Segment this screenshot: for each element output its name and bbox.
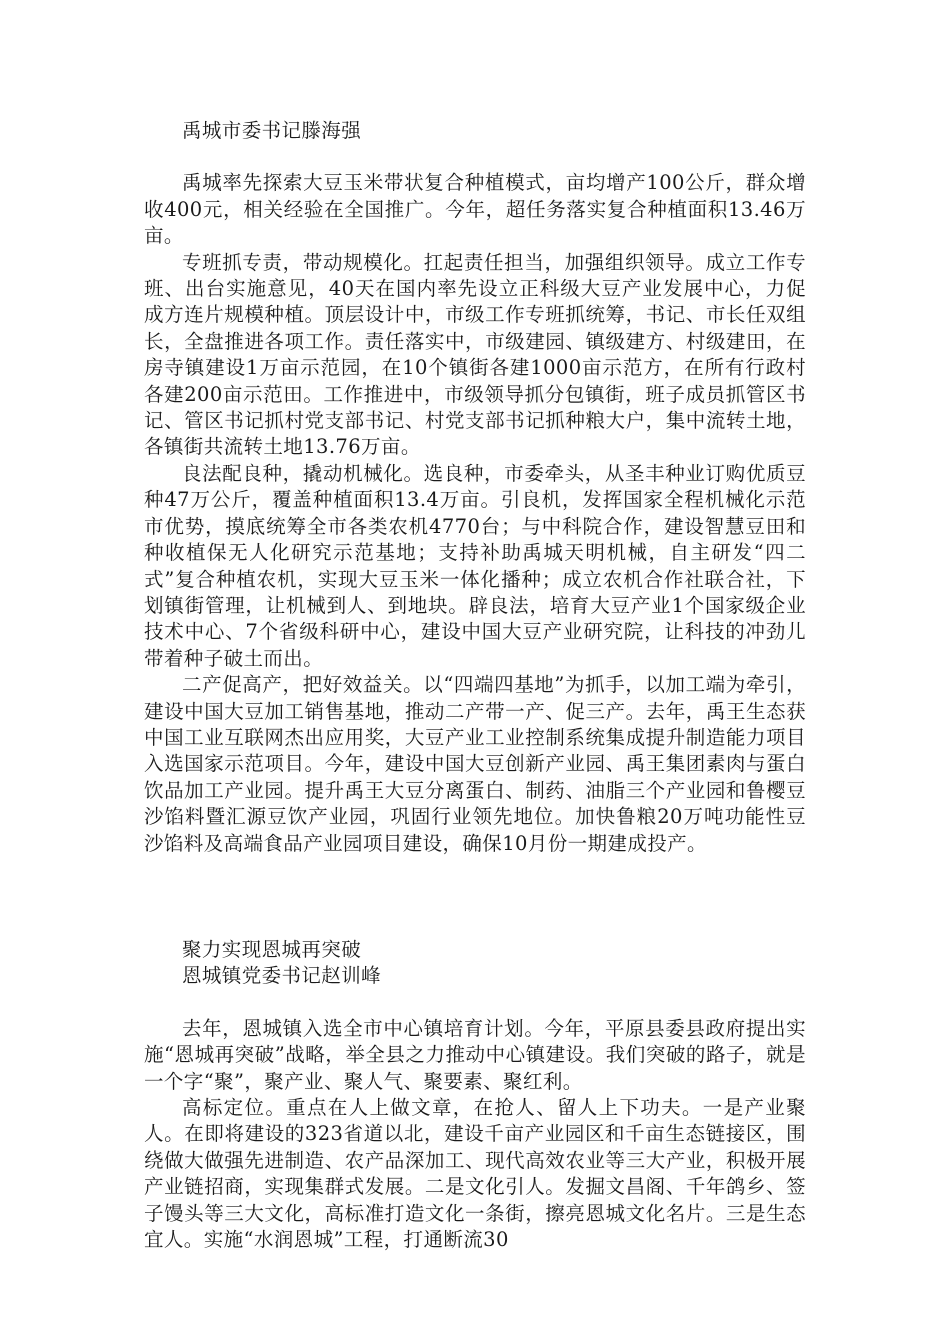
section-spacer — [144, 857, 806, 937]
paragraph-secondary-industry: 二产促高产，把好效益关。以“四端四基地”为抓手，以加工端为牵引，建设中国大豆加工销售基地，推动二产带一产、促三产。去年，禹王生态获中国工业互联网杰出应用奖，大豆产业工业控制系统集成提升制造能力项目入选国家示范项目。今年，建设中国大豆创新产业园、禹王集团素肉与蛋白饮品加工产业园。提升禹王大豆分离蛋白、制药、油脂三个产业园和鲁樱豆沙馅料暨汇源豆饮产业园，巩固行业领先地位。加快鲁粮20万吨功能性豆沙馅料及高端食品产业园项目建设，确保10月份一期建成投产。 — [144, 673, 806, 855]
byline-yucheng: 禹城市委书记滕海强 — [182, 119, 362, 142]
paragraph-intro: 禹城率先探索大豆玉米带状复合种植模式，亩均增产100公斤，群众增收400元，相关经验在全国推广。今年，超任务落实复合种植面积13.46万亩。 — [144, 171, 806, 248]
spacer — [144, 990, 806, 1016]
paragraph-high-standard: 高标定位。重点在人上做文章，在抢人、留人上下功夫。一是产业聚人。在即将建设的323省道以北，建设千亩产业园区和千亩生态链接区，围绕做大做强先进制造、农产品深加工、现代高效农业等三大产业，积极开展产业链招商，实现集群式发展。二是文化引人。发掘文昌阁、千年鸽乡、签子馒头等三大文化，高标准打造文化一条街，擦亮恩城文化名片。三是生态宜人。实施“水润恩城”工程，打通断流30 — [144, 1096, 806, 1252]
headline-encheng: 聚力实现恩城再突破 — [182, 937, 362, 961]
byline-encheng: 恩城镇党委书记赵训峰 — [182, 964, 382, 988]
spacer — [144, 144, 806, 170]
document-body — [144, 118, 806, 1253]
paragraph-encheng-intro: 去年，恩城镇入选全市中心镇培育计划。今年，平原县委县政府提出实施“恩城再突破”战略，举全县之力推动中心镇建设。我们突破的路子，就是一个字“聚”，聚产业、聚人气、聚要素、聚红利。 — [144, 1016, 806, 1093]
paragraph-good-seeds: 良法配良种，撬动机械化。选良种，市委牵头，从圣丰种业订购优质豆种47万公斤，覆盖种植面积13.4万亩。引良机，发挥国家全程机械化示范市优势，摸底统筹全市各类农机4770台；与中科院合作，建设智慧豆田和种收植保无人化研究示范基地；支持补助禹城天明机械，自主研发“四二式”复合种植农机，实现大豆玉米一体化播种；成立农机合作社联合社，下划镇街管理，让机械到人、到地块。辟良法，培育大豆产业1个国家级企业技术中心、7个省级科研中心，建设中国大豆产业研究院，让科技的冲劲儿带着种子破土而出。 — [144, 461, 806, 670]
paragraph-special-team: 专班抓专责，带动规模化。扛起责任担当，加强组织领导。成立工作专班、出台实施意见，40天在国内率先设立正科级大豆产业发展中心，力促成方连片规模种植。顶层设计中，市级工作专班抓统筹，书记、市长任双组长，全盘推进各项工作。责任落实中，市级建园、镇级建方、村级建田，在房寺镇建设1万亩示范园，在10个镇街各建1000亩示范方，在所有行政村各建200亩示范田。工作推进中，市级领导抓分包镇街，班子成员抓管区书记、管区书记抓村党支部书记、村党支部书记抓种粮大户，集中流转土地，各镇街共流转土地13.76万亩。 — [144, 250, 806, 459]
